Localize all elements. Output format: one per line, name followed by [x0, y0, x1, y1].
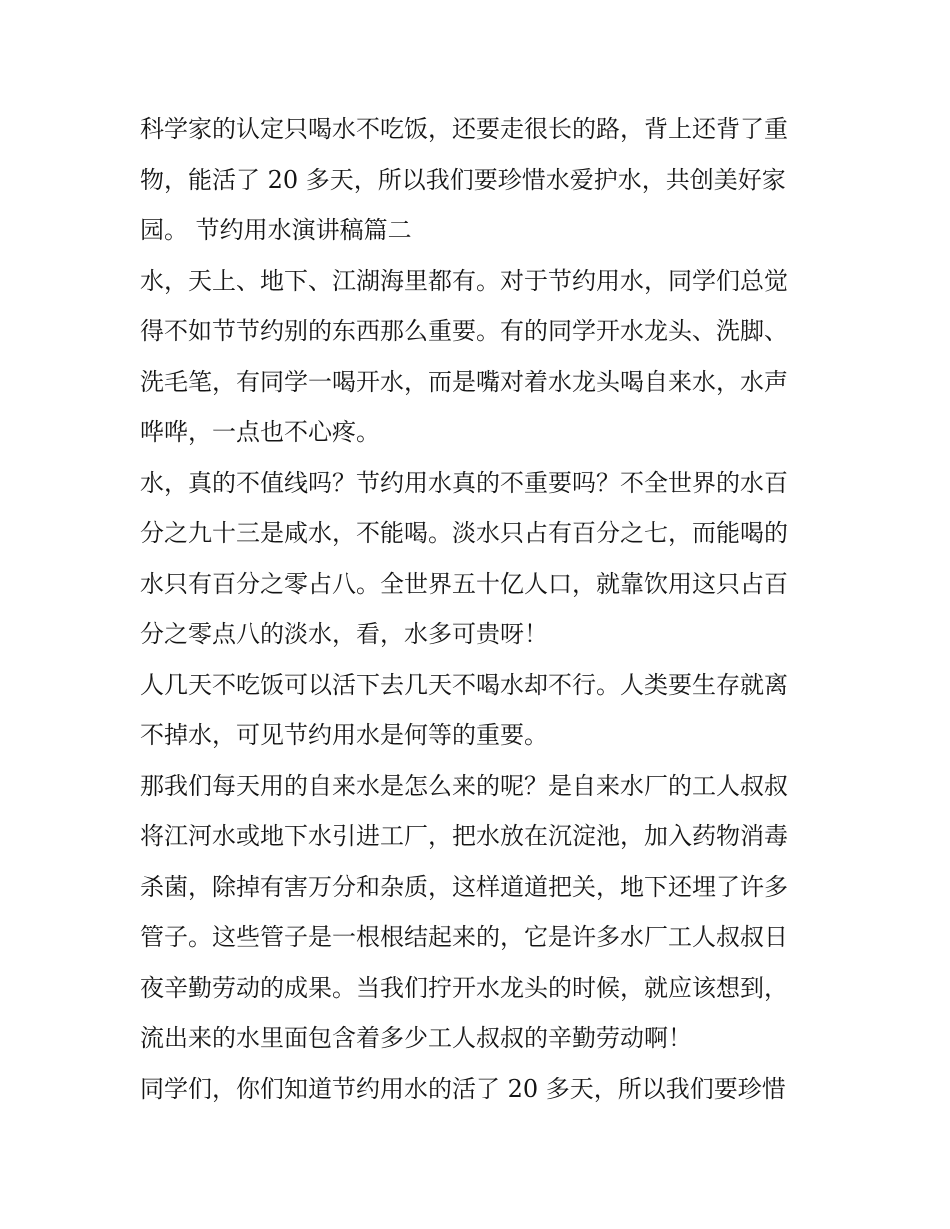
paragraph-5: 那我们每天用的自来水是怎么来的呢？是自来水厂的工人叔叔 将江河水或地下水引进工厂，把水放在沉淀池，加入药物消毒 杀菌，除掉有害万分和杂质，这样道道把关，地下还埋了许多 管子。这些管子是一根根结起来的，它是许多水厂工人叔叔日 夜辛勤劳动的成果。当我们拧开水龙头的时候，就应该想到， 流出来的水里面包含着多少工人叔叔的辛勤劳动啊！: [140, 771, 788, 1052]
paragraph-6: 同学们，你们知道节约用水的活了 20 多天，所以我们要珍惜: [140, 1074, 786, 1103]
paragraph-2: 水，天上、地下、江湖海里都有。对于节约用水，同学们总觉 得不如节节约别的东西那么重要。有的同学开水龙头、洗脚、 洗毛笔，有同学一喝开水，而是嘴对着水龙头喝自来水，水声 哗哗，一点也不心疼。: [140, 266, 788, 446]
paragraph-4: 人几天不吃饭可以活下去几天不喝水却不行。人类要生存就离 不掉水，可见节约用水是何等的重要。: [140, 670, 788, 749]
document-body: [140, 104, 820, 1114]
paragraph-1: 科学家的认定只喝水不吃饭，还要走很长的路，背上还背了重 物，能活了 20 多天，所以我们要珍惜水爱护水，共创美好家 园。 节约用水演讲稿篇二: [140, 115, 788, 244]
paragraph-3: 水，真的不值线吗？节约用水真的不重要吗？不全世界的水百 分之九十三是咸水，不能喝。淡水只占有百分之七，而能喝的 水只有百分之零占八。全世界五十亿人口，就靠饮用这只占百 分之零点八的淡水，看，水多可贵呀！: [140, 468, 788, 648]
